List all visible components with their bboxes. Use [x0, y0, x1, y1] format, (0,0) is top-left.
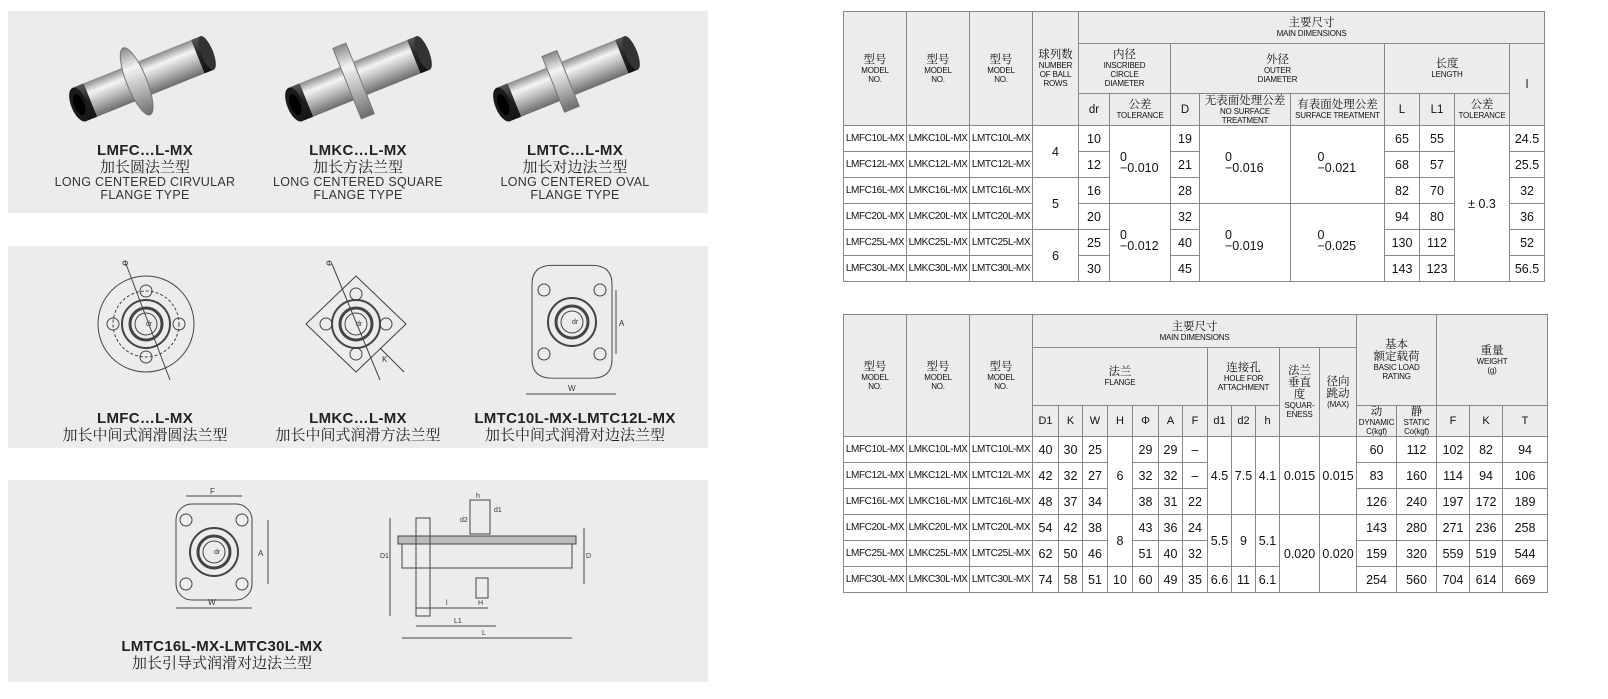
t2-cell: 27 [1083, 463, 1108, 489]
lmkc-lube-cn: 加长中间式润滑方法兰型 [275, 427, 441, 444]
t2-runout-header: 径向 跳动 (MAX) [1320, 348, 1357, 437]
t2-D1-header: D1 [1033, 406, 1059, 437]
t2-cell: 51 [1133, 541, 1159, 567]
lmtc-guide-code: LMTC16L-MX-LMTC30L-MX [121, 638, 323, 655]
t1-inner-tol-b: 0 −0.012 [1110, 204, 1171, 282]
t2-cell: 24 [1183, 515, 1208, 541]
t1-cell: LMTC10L-MX [970, 126, 1033, 152]
t2-cell: 30 [1059, 437, 1083, 463]
t1-L-header: L [1385, 94, 1420, 126]
side-ll-label: L [482, 630, 486, 637]
oval-w-label: W [568, 384, 576, 393]
t2-cell: 559 [1437, 541, 1470, 567]
t2-cell: 143 [1357, 515, 1397, 541]
lmtc-guide-caption [100, 638, 344, 672]
t2-hole-d1: 5.5 [1208, 515, 1232, 567]
guide-f-label: F [210, 487, 215, 496]
t2-H-cell: 10 [1108, 567, 1133, 593]
t1-cell: 82 [1385, 178, 1420, 204]
oval-dr-label: dr [572, 319, 579, 326]
t1-balls-header: 球列数 NUMBER OF BALL ROWS [1033, 12, 1079, 126]
t2-hole-header: 连接孔 HOLE FOR ATTACHMENT [1208, 348, 1280, 406]
t1-cell: 130 [1385, 230, 1420, 256]
lmtc-guide-cn: 加长引导式润滑对边法兰型 [131, 655, 312, 672]
guide-a-label: A [258, 549, 264, 558]
t2-H-header: H [1108, 406, 1133, 437]
t2-cell: 38 [1083, 515, 1108, 541]
t2-cell: 74 [1033, 567, 1059, 593]
table-row [844, 567, 1548, 593]
lmfc-lube-code: LMFC…L-MX [96, 410, 193, 427]
t1-cell: LMFC30L-MX [844, 256, 907, 282]
t2-weight-header: 重量 WEIGHT (g) [1437, 315, 1548, 406]
t1-l-header: l [1510, 44, 1545, 126]
t2-cell: 50 [1059, 541, 1083, 567]
table-row [844, 230, 1545, 256]
t1-cell: LMTC20L-MX [970, 204, 1033, 230]
t2-cell: 258 [1503, 515, 1548, 541]
t2-hole-h: 6.1 [1256, 567, 1280, 593]
table-row [844, 256, 1545, 282]
t1-cell: LMTC16L-MX [970, 178, 1033, 204]
t2-cell: 40 [1159, 541, 1183, 567]
table-row [844, 126, 1545, 152]
t2-hole-d1: 6.6 [1208, 567, 1232, 593]
lmtc-caption [492, 142, 658, 202]
lmkc-cn: 加长方法兰型 [312, 159, 403, 176]
t1-cell: 10 [1079, 126, 1110, 152]
t2-model-header-3: 型号 MODEL NO. [970, 315, 1033, 437]
t1-L1-header: L1 [1420, 94, 1455, 126]
t1-cell: 112 [1420, 230, 1455, 256]
t2-squareness: 0.020 [1280, 515, 1320, 593]
t2-cell: LMFC25L-MX [844, 541, 907, 567]
t2-cell: 669 [1503, 567, 1548, 593]
side-h-label: h [476, 493, 480, 500]
t2-cell: 31 [1159, 489, 1183, 515]
t2-dynamic-header: 动 DYNAMIC C(kgf) [1357, 406, 1397, 437]
t1-nosurf-tol-b: 0 −0.019 [1200, 204, 1291, 282]
t2-cell: LMTC10L-MX [970, 437, 1033, 463]
lmtc-en: LONG CENTERED OVAL FLANGE TYPE [500, 175, 650, 202]
t2-W-header: W [1083, 406, 1108, 437]
t1-cell: 52 [1510, 230, 1545, 256]
side-d-label: D [586, 553, 592, 560]
t2-main-header: 主要尺寸 MAIN DIMENSIONS [1033, 315, 1357, 348]
lmtc-lube-cn: 加长中间式润滑对边法兰型 [484, 427, 665, 444]
t2-cell: 54 [1033, 515, 1059, 541]
t2-wT-header: T [1503, 406, 1548, 437]
t1-balls-cell: 4 [1033, 126, 1079, 178]
t1-cell: LMKC25L-MX [907, 230, 970, 256]
t2-cell: 29 [1159, 437, 1183, 463]
t1-cell: 143 [1385, 256, 1420, 282]
t1-cell: 20 [1079, 204, 1110, 230]
round-flange-drawing [86, 252, 206, 402]
round-dr-label: dr [146, 321, 153, 328]
t1-cell: LMFC10L-MX [844, 126, 907, 152]
table-row [844, 204, 1545, 230]
lmfc-lube-cn: 加长中间式润滑圆法兰型 [62, 427, 228, 444]
t1-cell: 55 [1420, 126, 1455, 152]
t2-cell: LMTC20L-MX [970, 515, 1033, 541]
t2-H-cell: 6 [1108, 437, 1133, 515]
table-row [844, 152, 1545, 178]
t1-ltol-header: 公差 TOLERANCE [1455, 94, 1510, 126]
t1-length-header: 长度 LENGTH [1385, 44, 1510, 94]
t2-model-header-2: 型号 MODEL NO. [907, 315, 970, 437]
t1-cell: 30 [1079, 256, 1110, 282]
t2-cell: 62 [1033, 541, 1059, 567]
square-k-label: K [382, 355, 388, 364]
t1-model-header-2: 型号 MODEL NO. [907, 12, 970, 126]
t2-cell: 51 [1083, 567, 1108, 593]
lmkc-lube-caption [258, 410, 458, 444]
t1-d-header: D [1171, 94, 1200, 126]
t2-cell: 43 [1133, 515, 1159, 541]
lmfc-en: LONG CENTERED CIRVULAR FLANGE TYPE [54, 175, 236, 202]
flange-load-table [843, 314, 1548, 593]
t2-cell: 240 [1397, 489, 1437, 515]
table-row [844, 178, 1545, 204]
t1-cell: 16 [1079, 178, 1110, 204]
lmkc-caption [266, 142, 450, 202]
t1-cell: 94 [1385, 204, 1420, 230]
guide-side-drawing [376, 488, 596, 650]
t1-cell: 25.5 [1510, 152, 1545, 178]
t2-cell: LMKC20L-MX [907, 515, 970, 541]
t1-balls-cell: 6 [1033, 230, 1079, 282]
side-dd1-label: d1 [494, 507, 502, 514]
t2-cell: 189 [1503, 489, 1548, 515]
t2-hole-d2: 9 [1232, 515, 1256, 567]
t1-cell: 56.5 [1510, 256, 1545, 282]
t2-cell: 83 [1357, 463, 1397, 489]
t1-dr-header: dr [1079, 94, 1110, 126]
t1-main-header: 主要尺寸 MAIN DIMENSIONS [1079, 12, 1545, 44]
t2-cell: 82 [1470, 437, 1503, 463]
t1-outer-header: 外径 OUTER DIAMETER [1171, 44, 1385, 94]
t2-runout: 0.020 [1320, 515, 1357, 593]
side-l-label: l [446, 600, 448, 607]
t2-squareness: 0.015 [1280, 437, 1320, 515]
t2-cell: 34 [1083, 489, 1108, 515]
t1-cell: 19 [1171, 126, 1200, 152]
t2-runout: 0.015 [1320, 437, 1357, 515]
t2-cell: LMFC16L-MX [844, 489, 907, 515]
oval-flange-drawing [512, 262, 642, 402]
lmfc-code: LMFC…L-MX [96, 142, 193, 159]
t2-cell: LMFC20L-MX [844, 515, 907, 541]
t1-model-header-1: 型号 MODEL NO. [844, 12, 907, 126]
t1-tol-header: 公差 TOLERANCE [1110, 94, 1171, 126]
t2-cell: 32 [1133, 463, 1159, 489]
t2-wF-header: F [1437, 406, 1470, 437]
t1-cell: 70 [1420, 178, 1455, 204]
t2-cell: 38 [1133, 489, 1159, 515]
t2-hole-d2: 7.5 [1232, 437, 1256, 515]
t2-cell: LMTC12L-MX [970, 463, 1033, 489]
t2-cell: 236 [1470, 515, 1503, 541]
lmfc-product-image [60, 18, 230, 138]
lmtc-lube-code: LMTC10L-MX-LMTC12L-MX [474, 410, 676, 427]
t2-cell: 32 [1059, 463, 1083, 489]
t1-surf-header: 有表面处理公差 SURFACE TREATMENT [1291, 94, 1385, 126]
oval-a-label: A [619, 319, 625, 328]
t1-model-header-3: 型号 MODEL NO. [970, 12, 1033, 126]
t2-cell: 35 [1183, 567, 1208, 593]
t2-cell: 114 [1437, 463, 1470, 489]
lmkc-code: LMKC…L-MX [309, 142, 407, 159]
t2-cell: 94 [1470, 463, 1503, 489]
dimensions-table [843, 11, 1545, 282]
t1-cell: 24.5 [1510, 126, 1545, 152]
t1-inner-header: 内径 INSCRIBED CIRCLE DIAMETER [1079, 44, 1171, 94]
t1-surf-tol-b: 0 −0.025 [1291, 204, 1385, 282]
t1-cell: 65 [1385, 126, 1420, 152]
t2-cell: 271 [1437, 515, 1470, 541]
t2-cell: 32 [1159, 463, 1183, 489]
side-d1-label: D1 [380, 553, 389, 560]
t2-hole-d2: 11 [1232, 567, 1256, 593]
guide-dr-label: dr [214, 549, 221, 556]
lmfc-caption [40, 142, 250, 202]
t2-cell: 197 [1437, 489, 1470, 515]
t2-cell: 126 [1357, 489, 1397, 515]
t2-cell: 94 [1503, 437, 1548, 463]
t2-cell: 102 [1437, 437, 1470, 463]
t1-cell: 36 [1510, 204, 1545, 230]
t1-cell: 80 [1420, 204, 1455, 230]
t1-cell: 21 [1171, 152, 1200, 178]
t2-cell: – [1183, 437, 1208, 463]
t2-squareness-header: 法兰 垂直 度 SQUAR- ENESS [1280, 348, 1320, 437]
t1-cell: LMFC20L-MX [844, 204, 907, 230]
table-row [844, 489, 1548, 515]
t2-cell: 42 [1033, 463, 1059, 489]
t2-cell: 160 [1397, 463, 1437, 489]
t1-cell: 40 [1171, 230, 1200, 256]
square-phi-label: Φ [326, 259, 333, 268]
t1-cell: 68 [1385, 152, 1420, 178]
t2-K-header: K [1059, 406, 1083, 437]
side-hh-label: H [478, 600, 484, 607]
t2-H-cell: 8 [1108, 515, 1133, 567]
guide-w-label: W [208, 598, 216, 607]
t2-cell: 25 [1083, 437, 1108, 463]
t1-cell: 57 [1420, 152, 1455, 178]
t2-cell: 704 [1437, 567, 1470, 593]
t2-cell: LMKC16L-MX [907, 489, 970, 515]
t1-cell: LMFC16L-MX [844, 178, 907, 204]
t2-hole-h: 4.1 [1256, 437, 1280, 515]
t2-cell: LMTC30L-MX [970, 567, 1033, 593]
t2-cell: 29 [1133, 437, 1159, 463]
lmkc-lube-code: LMKC…L-MX [309, 410, 407, 427]
t2-h-header: h [1256, 406, 1280, 437]
t1-cell: LMFC12L-MX [844, 152, 907, 178]
table-row [844, 463, 1548, 489]
t2-cell: 48 [1033, 489, 1059, 515]
table-row [844, 515, 1548, 541]
t2-cell: 159 [1357, 541, 1397, 567]
lmtc-cn: 加长对边法兰型 [522, 159, 628, 176]
lmkc-product-image [276, 18, 446, 138]
t2-d1-header: d1 [1208, 406, 1232, 437]
t2-cell: 280 [1397, 515, 1437, 541]
t2-load-header: 基本 额定载荷 BASIC LOAD RATING [1357, 315, 1437, 406]
t2-phi-header: Φ [1133, 406, 1159, 437]
guide-front-drawing [160, 484, 290, 624]
t1-cell: 45 [1171, 256, 1200, 282]
t2-cell: 22 [1183, 489, 1208, 515]
t1-cell: 28 [1171, 178, 1200, 204]
t1-cell: LMKC16L-MX [907, 178, 970, 204]
lmkc-en: LONG CENTERED SQUARE FLANGE TYPE [273, 175, 443, 202]
t1-balls-cell: 5 [1033, 178, 1079, 230]
t1-cell: LMFC25L-MX [844, 230, 907, 256]
t2-cell: 519 [1470, 541, 1503, 567]
t2-hole-d1: 4.5 [1208, 437, 1232, 515]
t1-nosurf-tol-a: 0 −0.016 [1200, 126, 1291, 204]
t1-cell: 25 [1079, 230, 1110, 256]
t2-cell: – [1183, 463, 1208, 489]
t1-cell: LMKC30L-MX [907, 256, 970, 282]
t2-A-header: A [1159, 406, 1183, 437]
lmfc-lube-caption [40, 410, 250, 444]
lmtc-lube-caption [460, 410, 690, 444]
t2-cell: 42 [1059, 515, 1083, 541]
side-d2-label: d2 [460, 517, 468, 524]
t2-cell: 32 [1183, 541, 1208, 567]
t1-cell: LMKC10L-MX [907, 126, 970, 152]
t2-wK-header: K [1470, 406, 1503, 437]
t2-cell: LMKC30L-MX [907, 567, 970, 593]
side-l1-label: L1 [454, 618, 462, 625]
t2-cell: LMFC12L-MX [844, 463, 907, 489]
lmfc-cn: 加长圆法兰型 [99, 159, 190, 176]
t1-cell: 32 [1171, 204, 1200, 230]
t2-cell: LMTC25L-MX [970, 541, 1033, 567]
t1-cell: 123 [1420, 256, 1455, 282]
t1-cell: LMKC20L-MX [907, 204, 970, 230]
t2-cell: 37 [1059, 489, 1083, 515]
t2-cell: 46 [1083, 541, 1108, 567]
lmtc-code: LMTC…L-MX [526, 142, 623, 159]
t2-model-header-1: 型号 MODEL NO. [844, 315, 907, 437]
t2-cell: 106 [1503, 463, 1548, 489]
t1-nosurf-header: 无表面处理公差 NO SURFACE TREATMENT [1200, 94, 1291, 126]
t2-cell: 112 [1397, 437, 1437, 463]
t2-d2-header: d2 [1232, 406, 1256, 437]
t1-length-tol: ± 0.3 [1455, 126, 1510, 282]
t2-static-header: 静 STATIC Co(kgf) [1397, 406, 1437, 437]
t2-cell: 58 [1059, 567, 1083, 593]
t2-cell: LMFC10L-MX [844, 437, 907, 463]
t2-cell: 49 [1159, 567, 1183, 593]
round-phi-label: Φ [122, 259, 129, 268]
t2-cell: LMTC16L-MX [970, 489, 1033, 515]
t2-F-header: F [1183, 406, 1208, 437]
square-flange-drawing [296, 252, 416, 402]
t2-cell: LMKC25L-MX [907, 541, 970, 567]
t2-cell: LMKC10L-MX [907, 437, 970, 463]
t1-cell: 12 [1079, 152, 1110, 178]
t2-cell: 254 [1357, 567, 1397, 593]
t2-cell: 544 [1503, 541, 1548, 567]
lmtc-product-image [484, 18, 654, 138]
t1-cell: LMTC12L-MX [970, 152, 1033, 178]
t2-hole-h: 5.1 [1256, 515, 1280, 567]
t1-cell: LMTC25L-MX [970, 230, 1033, 256]
t2-cell: 40 [1033, 437, 1059, 463]
t2-cell: 320 [1397, 541, 1437, 567]
t2-flange-header: 法兰 FLANGE [1033, 348, 1208, 406]
t2-cell: 560 [1397, 567, 1437, 593]
t2-cell: LMKC12L-MX [907, 463, 970, 489]
t2-cell: 60 [1133, 567, 1159, 593]
table-row [844, 437, 1548, 463]
t1-cell: LMTC30L-MX [970, 256, 1033, 282]
table-row [844, 541, 1548, 567]
t2-cell: 614 [1470, 567, 1503, 593]
t2-cell: 172 [1470, 489, 1503, 515]
t1-cell: 32 [1510, 178, 1545, 204]
t1-surf-tol-a: 0 −0.021 [1291, 126, 1385, 204]
t1-cell: LMKC12L-MX [907, 152, 970, 178]
t1-inner-tol-a: 0 −0.010 [1110, 126, 1171, 204]
t2-cell: 36 [1159, 515, 1183, 541]
t2-cell: LMFC30L-MX [844, 567, 907, 593]
t2-cell: 60 [1357, 437, 1397, 463]
square-dr-label: dr [356, 321, 363, 328]
